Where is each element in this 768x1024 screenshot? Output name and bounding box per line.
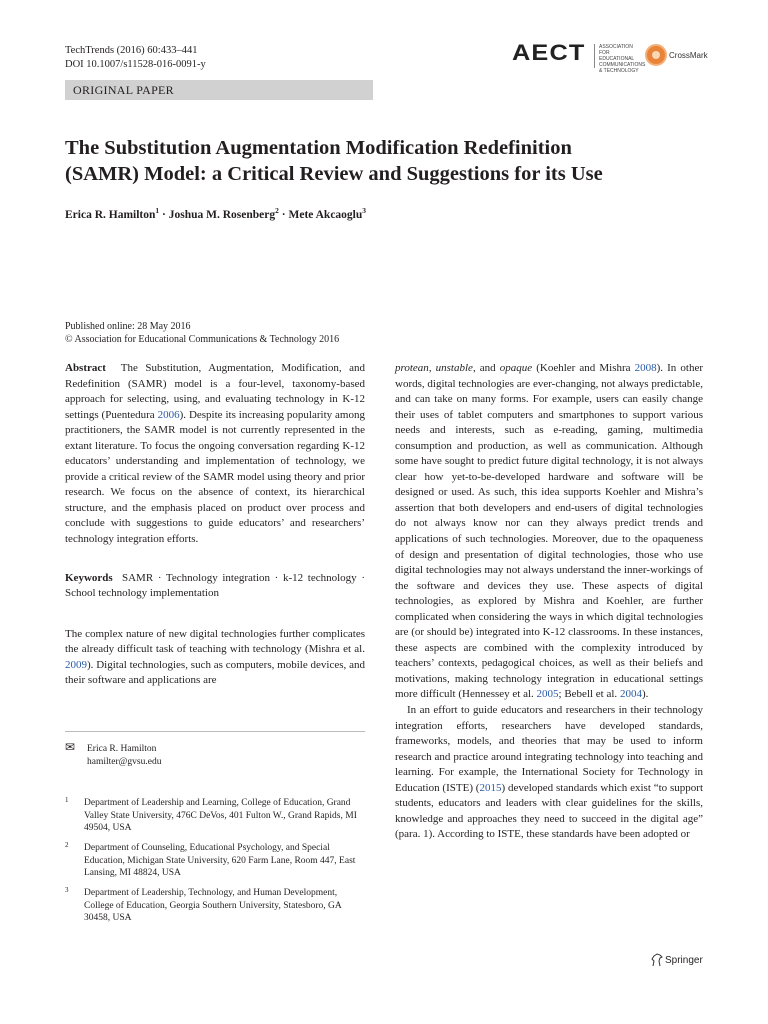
author-affiliation-ref: 1 — [155, 206, 160, 215]
springer-horse-icon — [651, 953, 663, 967]
body-text: ). In other words, digital technologies are ever-changing, not always predictable, and can take on many forms. For example, users can easily change their uses of tablet computers and smartphones to support various needs and interests, such as e-reading, gaming, multimedia consumption and production, as well as communication. Although some have sought to predict future digital technology, it is not always clear how yet-to-be-developed hardware and software will be designed or used. As such, this idea supports Koehler and Mishra’s assertion that both developers and end-users of digital technologies do not always know nor can they always predict trends and applications of such technologies. Moreover, due to the opaqueness of design and presentation of digital technologies, those who use digital technologies may not always understand the inner-workings of the software and devices they use. These aspects of digital technologies, as explored by Mishra and Koehler, are further complicated when considering the ways in which digital technologies are (or should be) integrated into K-12 classrooms. In these instances, these aspects are combined with the complexity introduced by teachers’ contexts, pedagogical choices, as well as their beliefs and motivations, making technology integration in educational settings more difficult (Hennessey et al. — [395, 362, 703, 701]
affiliation-item — [65, 887, 360, 925]
article-title — [65, 135, 725, 187]
body-text: ). — [641, 688, 649, 701]
correspondence-name: Erica R. Hamilton — [87, 744, 157, 754]
author-list — [65, 206, 366, 221]
published-date: Published online: 28 May 2016 — [65, 321, 191, 332]
correspondence-email[interactable]: hamilter@gvsu.edu — [87, 757, 162, 767]
publisher-name: Springer — [665, 954, 703, 966]
emphasis-text: unstable — [435, 362, 473, 374]
intro-paragraph — [65, 627, 365, 689]
affiliation-text: Department of Counseling, Educational Psychology, and Special Education, Michigan State University, 620 Farm Lane, Room 447, East Lansing, MI 48824, USA — [84, 843, 356, 878]
author-separator: · — [278, 208, 289, 221]
keywords-label: Keywords — [65, 571, 113, 584]
affiliation-item — [65, 842, 360, 880]
title-line-2: (SAMR) Model: a Critical Review and Suggestions for its Use — [65, 163, 603, 185]
author-name[interactable]: Joshua M. Rosenberg — [168, 208, 276, 221]
affiliation-number: 3 — [65, 886, 69, 894]
emphasis-text: protean — [395, 362, 429, 374]
aect-logo — [512, 40, 586, 66]
body-paragraph — [395, 703, 703, 843]
citation-link[interactable]: 2006 — [157, 408, 180, 421]
article-type-banner: ORIGINAL PAPER — [65, 80, 373, 100]
citation-link[interactable]: 2004 — [619, 688, 642, 701]
abstract-text: ). Despite its increasing popularity among practitioners, the SAMR model is not currently represented in the extant literature. To focus the ongoing conversation regarding K-12 educators’ understanding and implementation of technology, we provide a critical review of the SAMR model using theory and prior research. We focus on the absence of context, its hierarchical structure, and the emphasis placed on product over process and conclude with suggestions to guide educators’ and researchers’ technology integration efforts. — [65, 408, 365, 546]
keywords-paragraph — [65, 571, 365, 602]
footnote-rule — [65, 731, 365, 732]
abstract-paragraph — [65, 361, 365, 548]
copyright-line: © Association for Educational Communications & Technology 2016 — [65, 334, 340, 345]
citation-link[interactable]: 2005 — [536, 688, 559, 701]
author-separator: · — [159, 208, 169, 221]
body-text: The complex nature of new digital technologies further complicates the already difficult task of teaching with technology (Mishra et al. — [65, 627, 365, 656]
body-paragraph — [395, 361, 703, 703]
crossmark-icon — [645, 44, 667, 66]
body-text: ; Bebell et al. — [558, 688, 620, 701]
body-text: , and — [472, 362, 500, 374]
author-name[interactable]: Mete Akcaoglu — [288, 208, 363, 221]
affiliation-number: 2 — [65, 841, 69, 849]
keywords-text: SAMR · Technology integration · k-12 technology · School technology implementation — [65, 571, 366, 600]
author-affiliation-ref: 2 — [275, 206, 279, 215]
right-column — [395, 361, 703, 843]
body-text: In an effort to guide educators and researchers in their technology integration efforts, researchers have developed standards, frameworks, models, and theories that may be used to inform research and practice around integrating technology into teaching and learning. For example, the International Society for Technology in Education (ISTE) ( — [395, 704, 703, 794]
journal-citation: TechTrends (2016) 60:433–441 — [65, 45, 198, 56]
crossmark-label: CrossMark — [669, 50, 708, 60]
author-name[interactable]: Erica R. Hamilton — [65, 208, 156, 221]
aect-logo-text: AECT — [512, 40, 586, 65]
doi-line[interactable]: DOI 10.1007/s11528-016-0091-y — [65, 59, 206, 70]
citation-link[interactable]: 2008 — [634, 362, 657, 374]
body-text: (Koehler and Mishra — [532, 362, 635, 374]
envelope-icon: ✉ — [65, 740, 76, 754]
affiliation-text: Department of Leadership, Technology, and Human Development, College of Education, Georgia Southern University, Statesboro, GA 30458, USA — [84, 888, 342, 923]
aect-logo-subtitle: ASSOCIATION FOR EDUCATIONAL COMMUNICATIONS & TECHNOLOGY — [594, 44, 639, 68]
left-column — [65, 361, 365, 689]
title-line-1: The Substitution Augmentation Modification Redefinition — [65, 137, 572, 159]
affiliation-item — [65, 797, 360, 835]
body-text: ) developed standards which exist “to support students, educators and leaders with clear guidelines for the skills, knowledge and approaches they need to succeed in the digital age” (para. 1). According to ISTE, these standards have been adopted or — [395, 781, 703, 841]
citation-link[interactable]: 2015 — [479, 781, 502, 794]
crossmark-badge[interactable] — [645, 44, 708, 66]
affiliation-number: 1 — [65, 796, 69, 804]
correspondence-block — [65, 740, 162, 769]
author-affiliation-ref: 3 — [362, 206, 367, 215]
abstract-label: Abstract — [65, 362, 106, 374]
emphasis-text: opaque — [499, 362, 533, 374]
body-text: ). Digital technologies, such as computers, mobile devices, and their software and applications are — [65, 658, 365, 687]
citation-link[interactable]: 2009 — [65, 658, 87, 671]
affiliation-text: Department of Leadership and Learning, College of Education, Grand Valley State University, 476C DeVos, 401 Fulton W., Grand Rapids, MI 49504, USA — [84, 798, 357, 833]
abstract-text: The Substitution, Augmentation, Modification, and Redefinition (SAMR) model is a four-level, taxonomy-based approach for selecting, using, and evaluating technology in K-12 settings (Puentedura — [65, 362, 365, 421]
body-text: , — [428, 362, 436, 374]
springer-logo — [651, 953, 703, 967]
